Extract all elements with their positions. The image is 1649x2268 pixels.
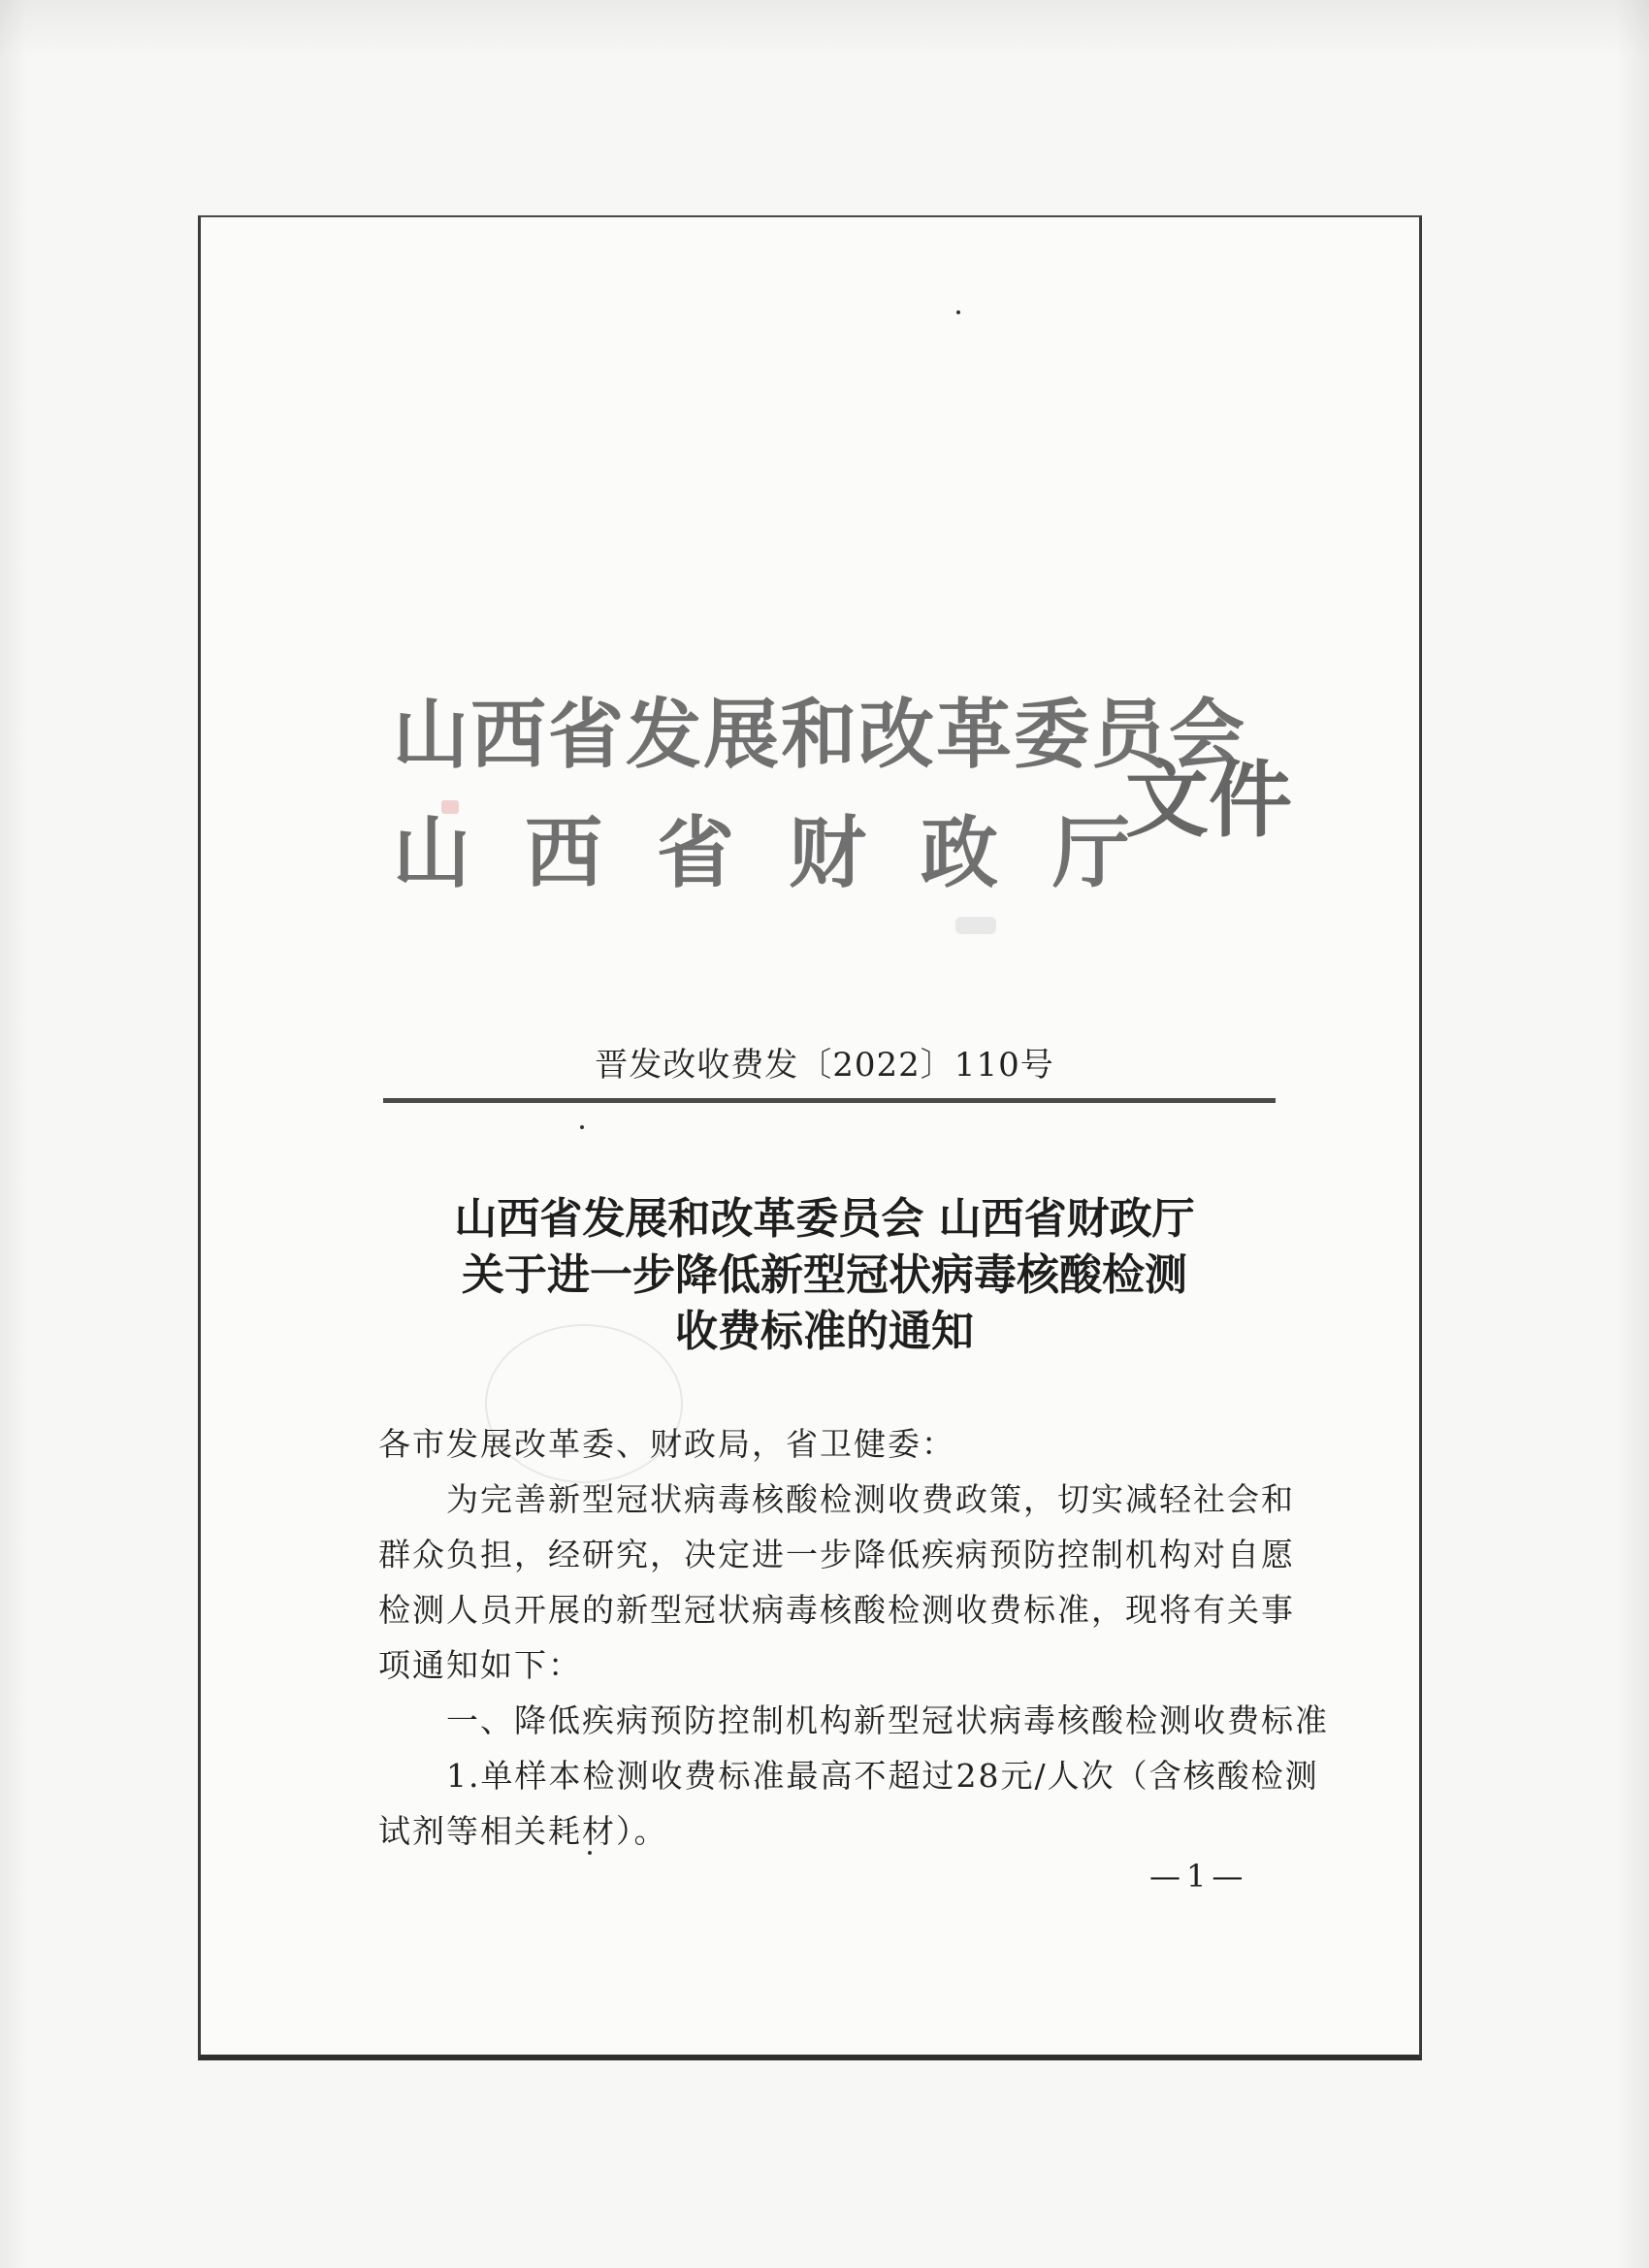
paragraph-line: 群众负担，经研究，决定进一步降低疾病预防控制机构对自愿 — [378, 1536, 1295, 1573]
section-heading-1: 一、降低疾病预防控制机构新型冠状病毒核酸检测收费标准 — [446, 1701, 1329, 1739]
paragraph-line: 检测人员开展的新型冠状病毒核酸检测收费标准，现将有关事 — [378, 1591, 1295, 1629]
title-line-1: 山西省发展和改革委员会 山西省财政厅 — [454, 1194, 1195, 1244]
issuer-line-2-char: 山 — [393, 807, 470, 898]
scan-shadow-right — [1616, 0, 1649, 2268]
document-title — [0, 1191, 1649, 1360]
issuer-line-2-char: 西 — [525, 807, 602, 898]
scan-shadow-top — [0, 0, 1649, 58]
issuer-line-2-char: 财 — [789, 807, 866, 898]
scan-shadow-left — [0, 0, 27, 2268]
issuer-line-2-char: 省 — [657, 807, 734, 898]
issuer-line-2-char: 厅 — [1052, 807, 1130, 898]
paragraph-line: 项通知如下： — [378, 1646, 582, 1684]
issuer-line-2-char: 政 — [921, 807, 998, 898]
title-line-3: 收费标准的通知 — [675, 1307, 974, 1356]
header-divider — [383, 1098, 1276, 1103]
salutation: 各市发展改革委、财政局，省卫健委： — [378, 1425, 955, 1463]
document-header — [393, 674, 1305, 907]
issuer-line-2 — [393, 791, 1130, 902]
document-number: 晋发改收费发〔2022〕110号 — [595, 1046, 1054, 1085]
item-line: 试剂等相关耗材）。 — [378, 1812, 668, 1850]
issuer-line-1: 山西省发展和改革委员会 — [393, 691, 1247, 779]
page-number: —1— — [1149, 1858, 1249, 1895]
paragraph-line: 为完善新型冠状病毒核酸检测收费政策，切实减轻社会和 — [446, 1480, 1295, 1518]
scan-speck — [956, 310, 960, 314]
faint-smudge — [955, 917, 996, 934]
item-line: 1.单样本检测收费标准最高不超过28元/人次（含核酸检测 — [446, 1757, 1319, 1795]
title-line-2: 关于进一步降低新型冠状病毒核酸检测 — [462, 1250, 1187, 1300]
scan-speck — [580, 1125, 584, 1129]
document-body — [378, 1416, 1329, 1859]
document-type-label: 文件 — [1125, 751, 1292, 849]
